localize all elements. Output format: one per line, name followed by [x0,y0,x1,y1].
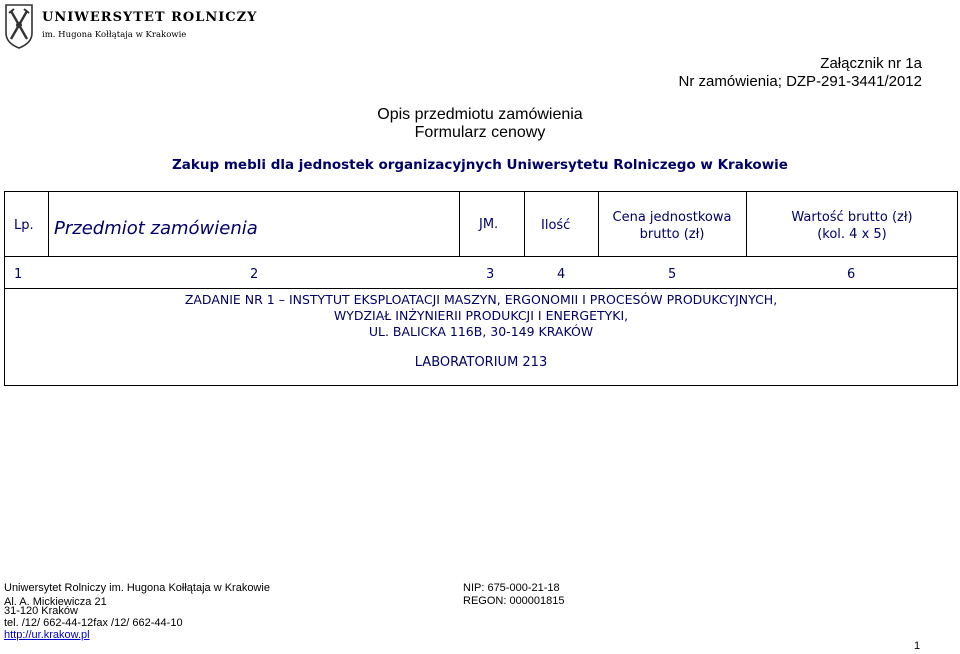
header-item: Przedmiot zamówienia [54,218,258,239]
header-unit-price [598,209,746,243]
column-number-3: 3 [486,267,495,282]
column-number-1: 1 [14,267,23,282]
header-qty: Ilość [541,218,571,233]
footer-university-name: Uniwersytet Rolniczy im. Hugona Kołłątaja w Krakowie [4,582,270,594]
task-line-2: WYDZIAŁ INŻYNIERII PRODUKCJI I ENERGETYKI, [333,308,629,323]
header-gross-value-line1: Wartość brutto (zł) [791,210,913,225]
logo-name-line2: im. Hugona Kołłątaja w Krakowie [42,30,187,40]
footer-regon: REGON: 000001815 [463,595,565,607]
procurement-subject: Zakup mebli dla jednostek organizacyjnych Uniwersytetu Rolniczego w Krakowie [172,157,788,173]
column-number-2: 2 [250,267,259,282]
header-unit: JM. [479,217,499,232]
column-number-5: 5 [668,267,677,282]
footer-street: Al. A. Mickiewicza 21 [4,596,107,608]
column-number-6: 6 [847,267,856,282]
header-gross-value-line2: (kol. 4 x 5) [817,227,887,242]
header-gross-value [746,209,958,243]
footer-phone: tel. /12/ 662-44-12fax /12/ 662-44-10 [4,617,183,629]
attachment-label: Załącznik nr 1a [820,55,922,72]
task-line-3: UL. BALICKA 116B, 30-149 KRAKÓW [368,324,594,339]
university-logo [4,3,258,49]
footer-nip: NIP: 675-000-21-18 [463,582,560,594]
document-title: Opis przedmiotu zamówienia [377,106,583,123]
order-number: Nr zamówienia; DZP-291-3441/2012 [678,73,922,90]
price-form-table [4,191,958,386]
header-unit-price-line1: Cena jednostkowa [612,210,732,225]
logo-name-line1: UNIWERSYTET ROLNICZY [42,10,258,25]
footer-city: 31-120 Kraków [4,605,78,617]
task-room: LABORATORIUM 213 [414,355,548,370]
column-number-4: 4 [557,267,566,282]
document-subtitle: Formularz cenowy [414,124,546,141]
page-number: 1 [914,640,921,652]
footer-website-link[interactable] [4,629,90,641]
website-link[interactable]: http://ur.krakow.pl [4,629,90,641]
header-lp: Lp. [14,218,34,233]
university-crest-icon [4,3,34,49]
task-line-1: ZADANIE NR 1 – INSTYTUT EKSPLOATACJI MASZYN, ERGONOMII I PROCESÓW PRODUKCYJNYCH, [184,292,778,307]
header-unit-price-line2: brutto (zł) [639,227,705,242]
